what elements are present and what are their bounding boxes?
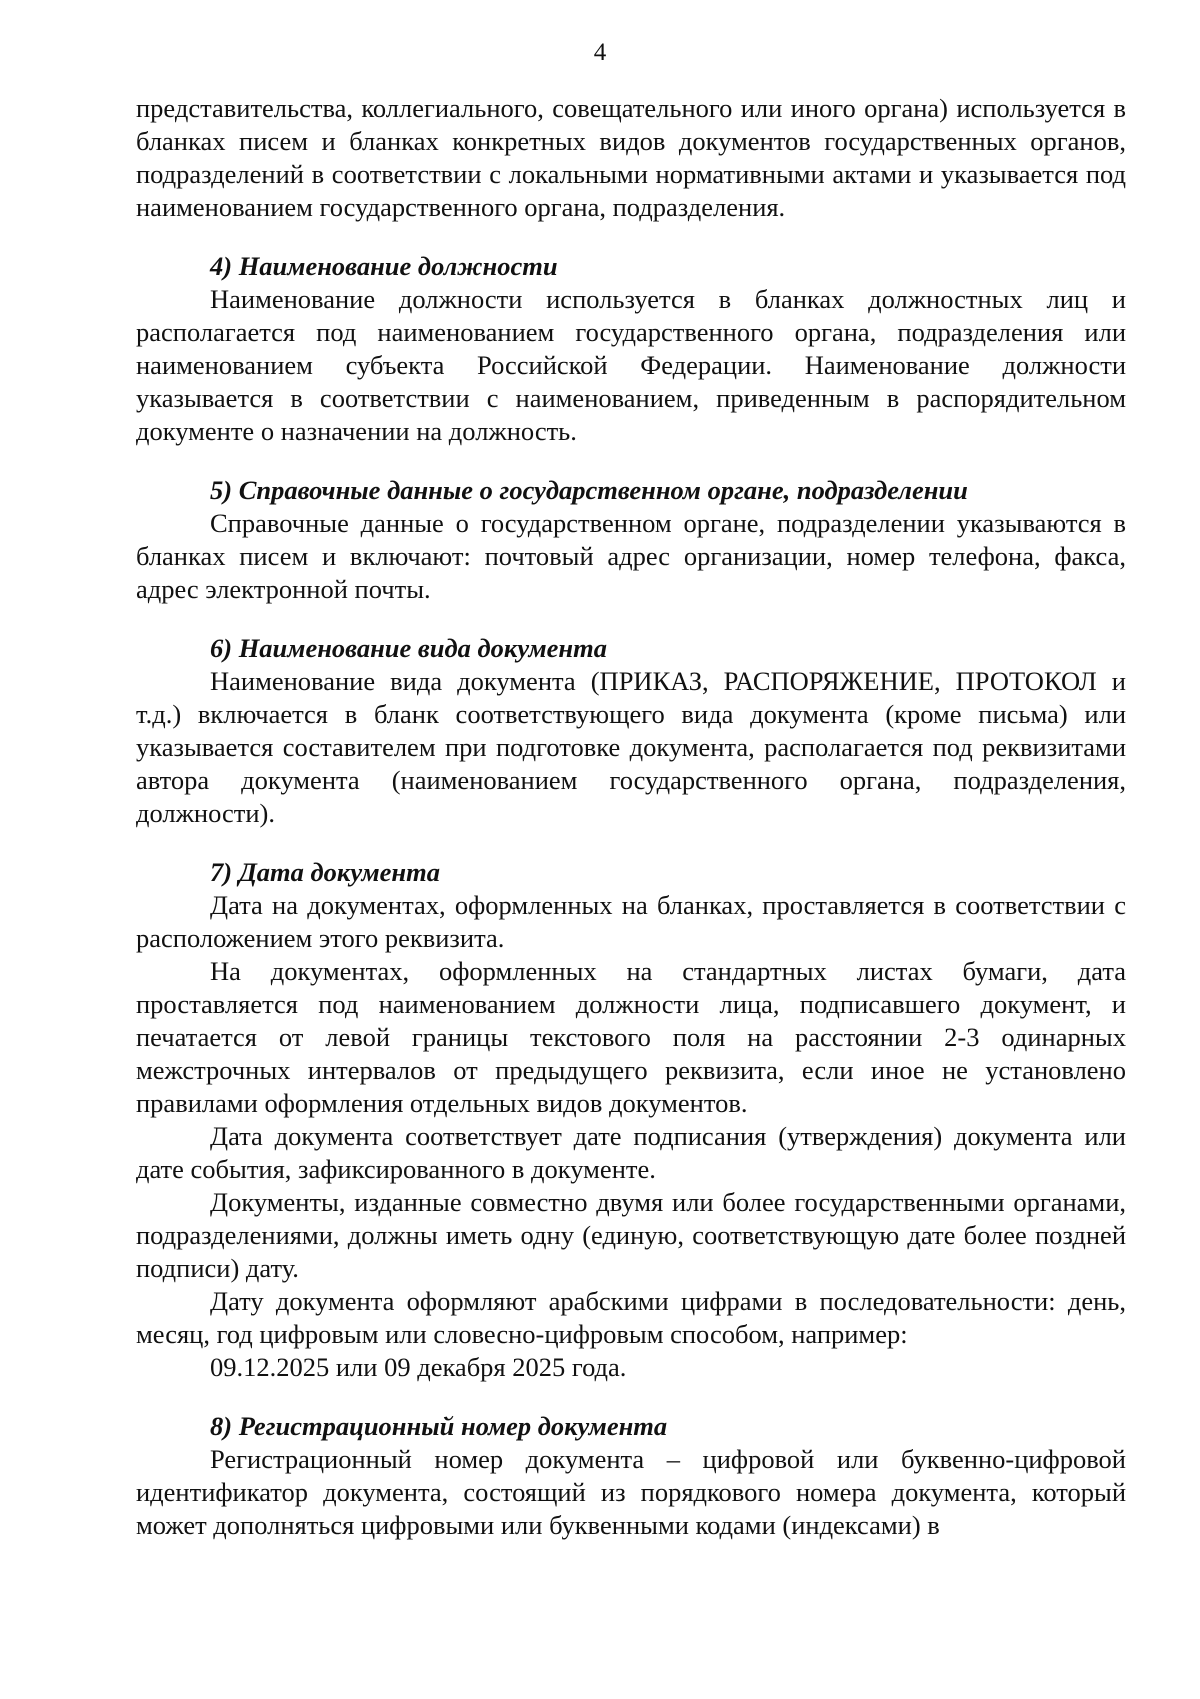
section-heading: 8) Регистрационный номер документа [210,1411,668,1441]
section-paragraph: Дата на документах, оформленных на бланках, проставляется в соответствии с расположением этого реквизита. [136,890,1126,953]
section-heading: 5) Справочные данные о государственном органе, подразделении [210,475,968,505]
section-position-title [136,224,1126,448]
section-heading: 4) Наименование должности [210,251,558,281]
section-paragraph: Документы, изданные совместно двумя или более государственными органами, подразделениями, должны иметь одну (единую, соответствующую дате более поздней подписи) дату. [136,1187,1126,1283]
intro-paragraph: представительства, коллегиального, совещательного или иного органа) используется в бланках писем и бланках конкретных видов документов государственных органов, подразделений в соответствии с локальными нормативными актами и указывается под наименованием государственного органа, подразделения. [136,93,1126,222]
section-heading: 6) Наименование вида документа [210,633,607,663]
date-example: 09.12.2025 или 09 декабря 2025 года. [210,1352,627,1382]
document-body [136,92,1126,1542]
section-paragraph: На документах, оформленных на стандартных листах бумаги, дата проставляется под наименованием должности лица, подписавшего документ, и печатается от левой границы текстового поля на расстоянии 2-3 одинарных межстрочных интервалов от предыдущего реквизита, если иное не установлено правилами оформления отдельных видов документов. [136,956,1126,1118]
section-heading: 7) Дата документа [210,857,440,887]
section-paragraph: Наименование должности используется в бланках должностных лиц и располагается под наименованием государственного органа, подразделения или наименованием субъекта Российской Федерации. Наименование должности указывается в соответствии с наименованием, приведенным в распорядительном документе о назначении на должность. [136,284,1126,446]
section-document-type [136,606,1126,830]
section-document-date [136,830,1126,1384]
section-paragraph: Наименование вида документа (ПРИКАЗ, РАСПОРЯЖЕНИЕ, ПРОТОКОЛ и т.д.) включается в бланк соответствующего вида документа (кроме письма) или указывается составителем при подготовке документа, располагается под реквизитами автора документа (наименованием государственного органа, подразделения, должности). [136,666,1126,828]
section-reference-data [136,448,1126,606]
section-paragraph: Справочные данные о государственном органе, подразделении указываются в бланках писем и включают: почтовый адрес организации, номер телефона, факса, адрес электронной почты. [136,508,1126,604]
section-registration-number [136,1384,1126,1542]
section-paragraph: Регистрационный номер документа – цифровой или буквенно-цифровой идентификатор документа, состоящий из порядкового номера документа, который может дополняться цифровыми или буквенными кодами (индексами) в [136,1444,1126,1540]
section-paragraph: Дату документа оформляют арабскими цифрами в последовательности: день, месяц, год цифровым или словесно-цифровым способом, например: [136,1286,1126,1349]
section-paragraph: Дата документа соответствует дате подписания (утверждения) документа или дате события, зафиксированного в документе. [136,1121,1126,1184]
page-number: 4 [593,39,607,66]
